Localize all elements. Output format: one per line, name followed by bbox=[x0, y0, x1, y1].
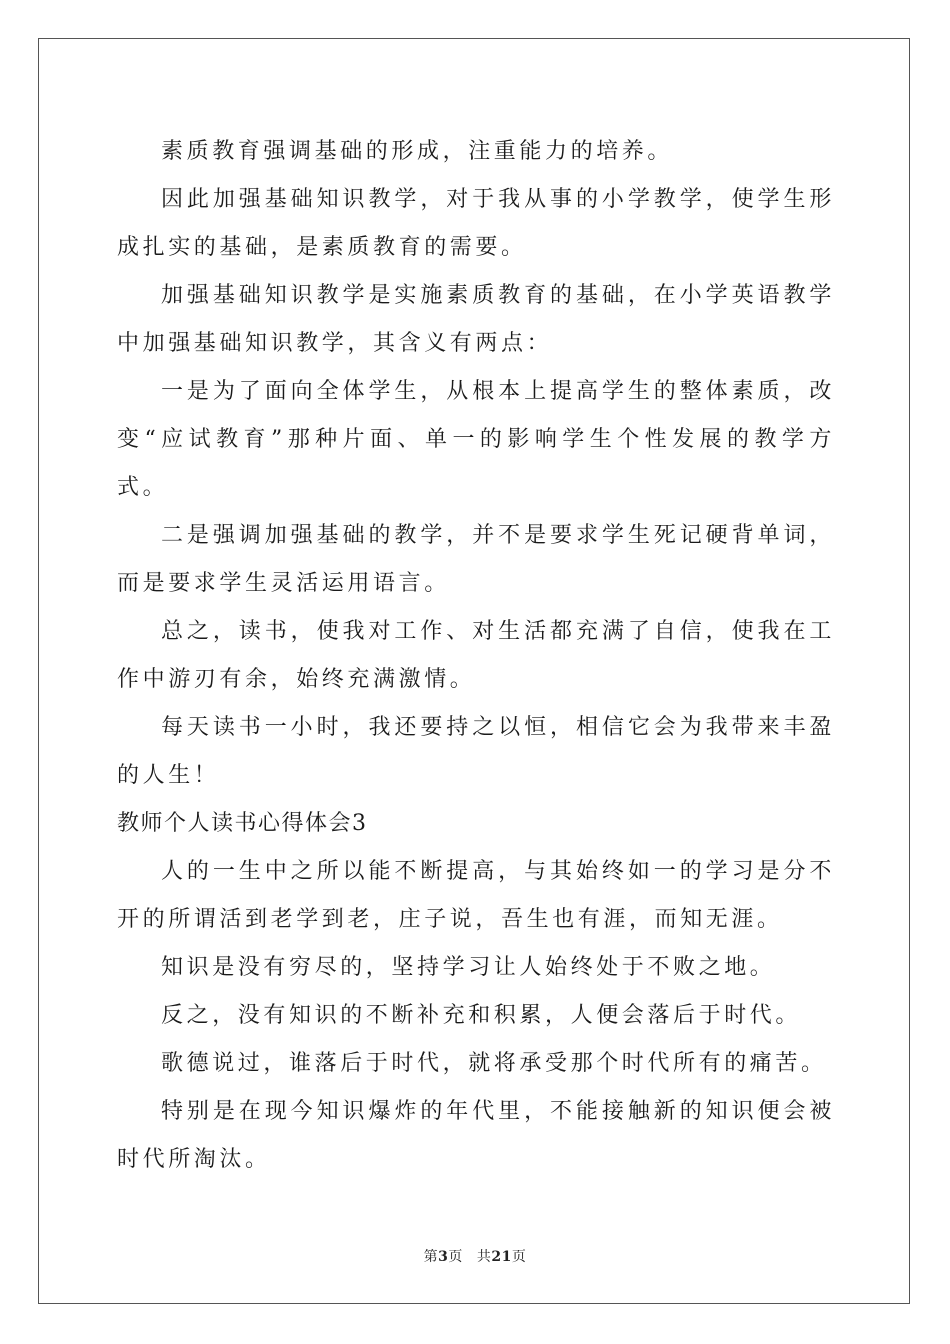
document-body bbox=[117, 128, 835, 1184]
paragraph: 加强基础知识教学是实施素质教育的基础，在小学英语教学中加强基础知识教学，其含义有两点： bbox=[117, 283, 835, 356]
page-suffix: 页 bbox=[448, 1249, 463, 1265]
page-footer bbox=[0, 1246, 950, 1266]
paragraph: 二是强调加强基础的教学，并不是要求学生死记硬背单词，而是要求学生灵活运用语言。 bbox=[117, 523, 835, 596]
paragraph: 反之，没有知识的不断补充和积累，人便会落后于时代。 bbox=[161, 1003, 802, 1028]
paragraph: 总之，读书，使我对工作、对生活都充满了自信，使我在工作中游刃有余，始终充满激情。 bbox=[117, 619, 835, 692]
section-heading: 教师个人读书心得体会3 bbox=[117, 811, 368, 836]
total-pages: 21 bbox=[491, 1249, 512, 1265]
paragraph: 歌德说过，谁落后于时代，就将承受那个时代所有的痛苦。 bbox=[161, 1051, 827, 1076]
page-prefix: 第 bbox=[423, 1249, 439, 1265]
paragraph: 素质教育强调基础的形成，注重能力的培养。 bbox=[161, 139, 674, 164]
paragraph: 特别是在现今知识爆炸的年代里，不能接触新的知识便会被时代所淘汰。 bbox=[117, 1099, 835, 1172]
page-number: 3 bbox=[438, 1249, 449, 1265]
total-prefix: 共 bbox=[476, 1249, 492, 1265]
paragraph: 因此加强基础知识教学，对于我从事的小学教学，使学生形成扎实的基础，是素质教育的需要。 bbox=[117, 187, 835, 260]
paragraph: 知识是没有穷尽的，坚持学习让人始终处于不败之地。 bbox=[161, 955, 776, 980]
paragraph: 每天读书一小时，我还要持之以恒，相信它会为我带来丰盈的人生！ bbox=[117, 715, 835, 788]
paragraph: 一是为了面向全体学生，从根本上提高学生的整体素质，改变“应试教育”那种片面、单一的影响学生个性发展的教学方式。 bbox=[117, 379, 835, 500]
total-suffix: 页 bbox=[511, 1249, 527, 1265]
paragraph: 人的一生中之所以能不断提高，与其始终如一的学习是分不开的所谓活到老学到老，庄子说，吾生也有涯，而知无涯。 bbox=[117, 859, 835, 932]
